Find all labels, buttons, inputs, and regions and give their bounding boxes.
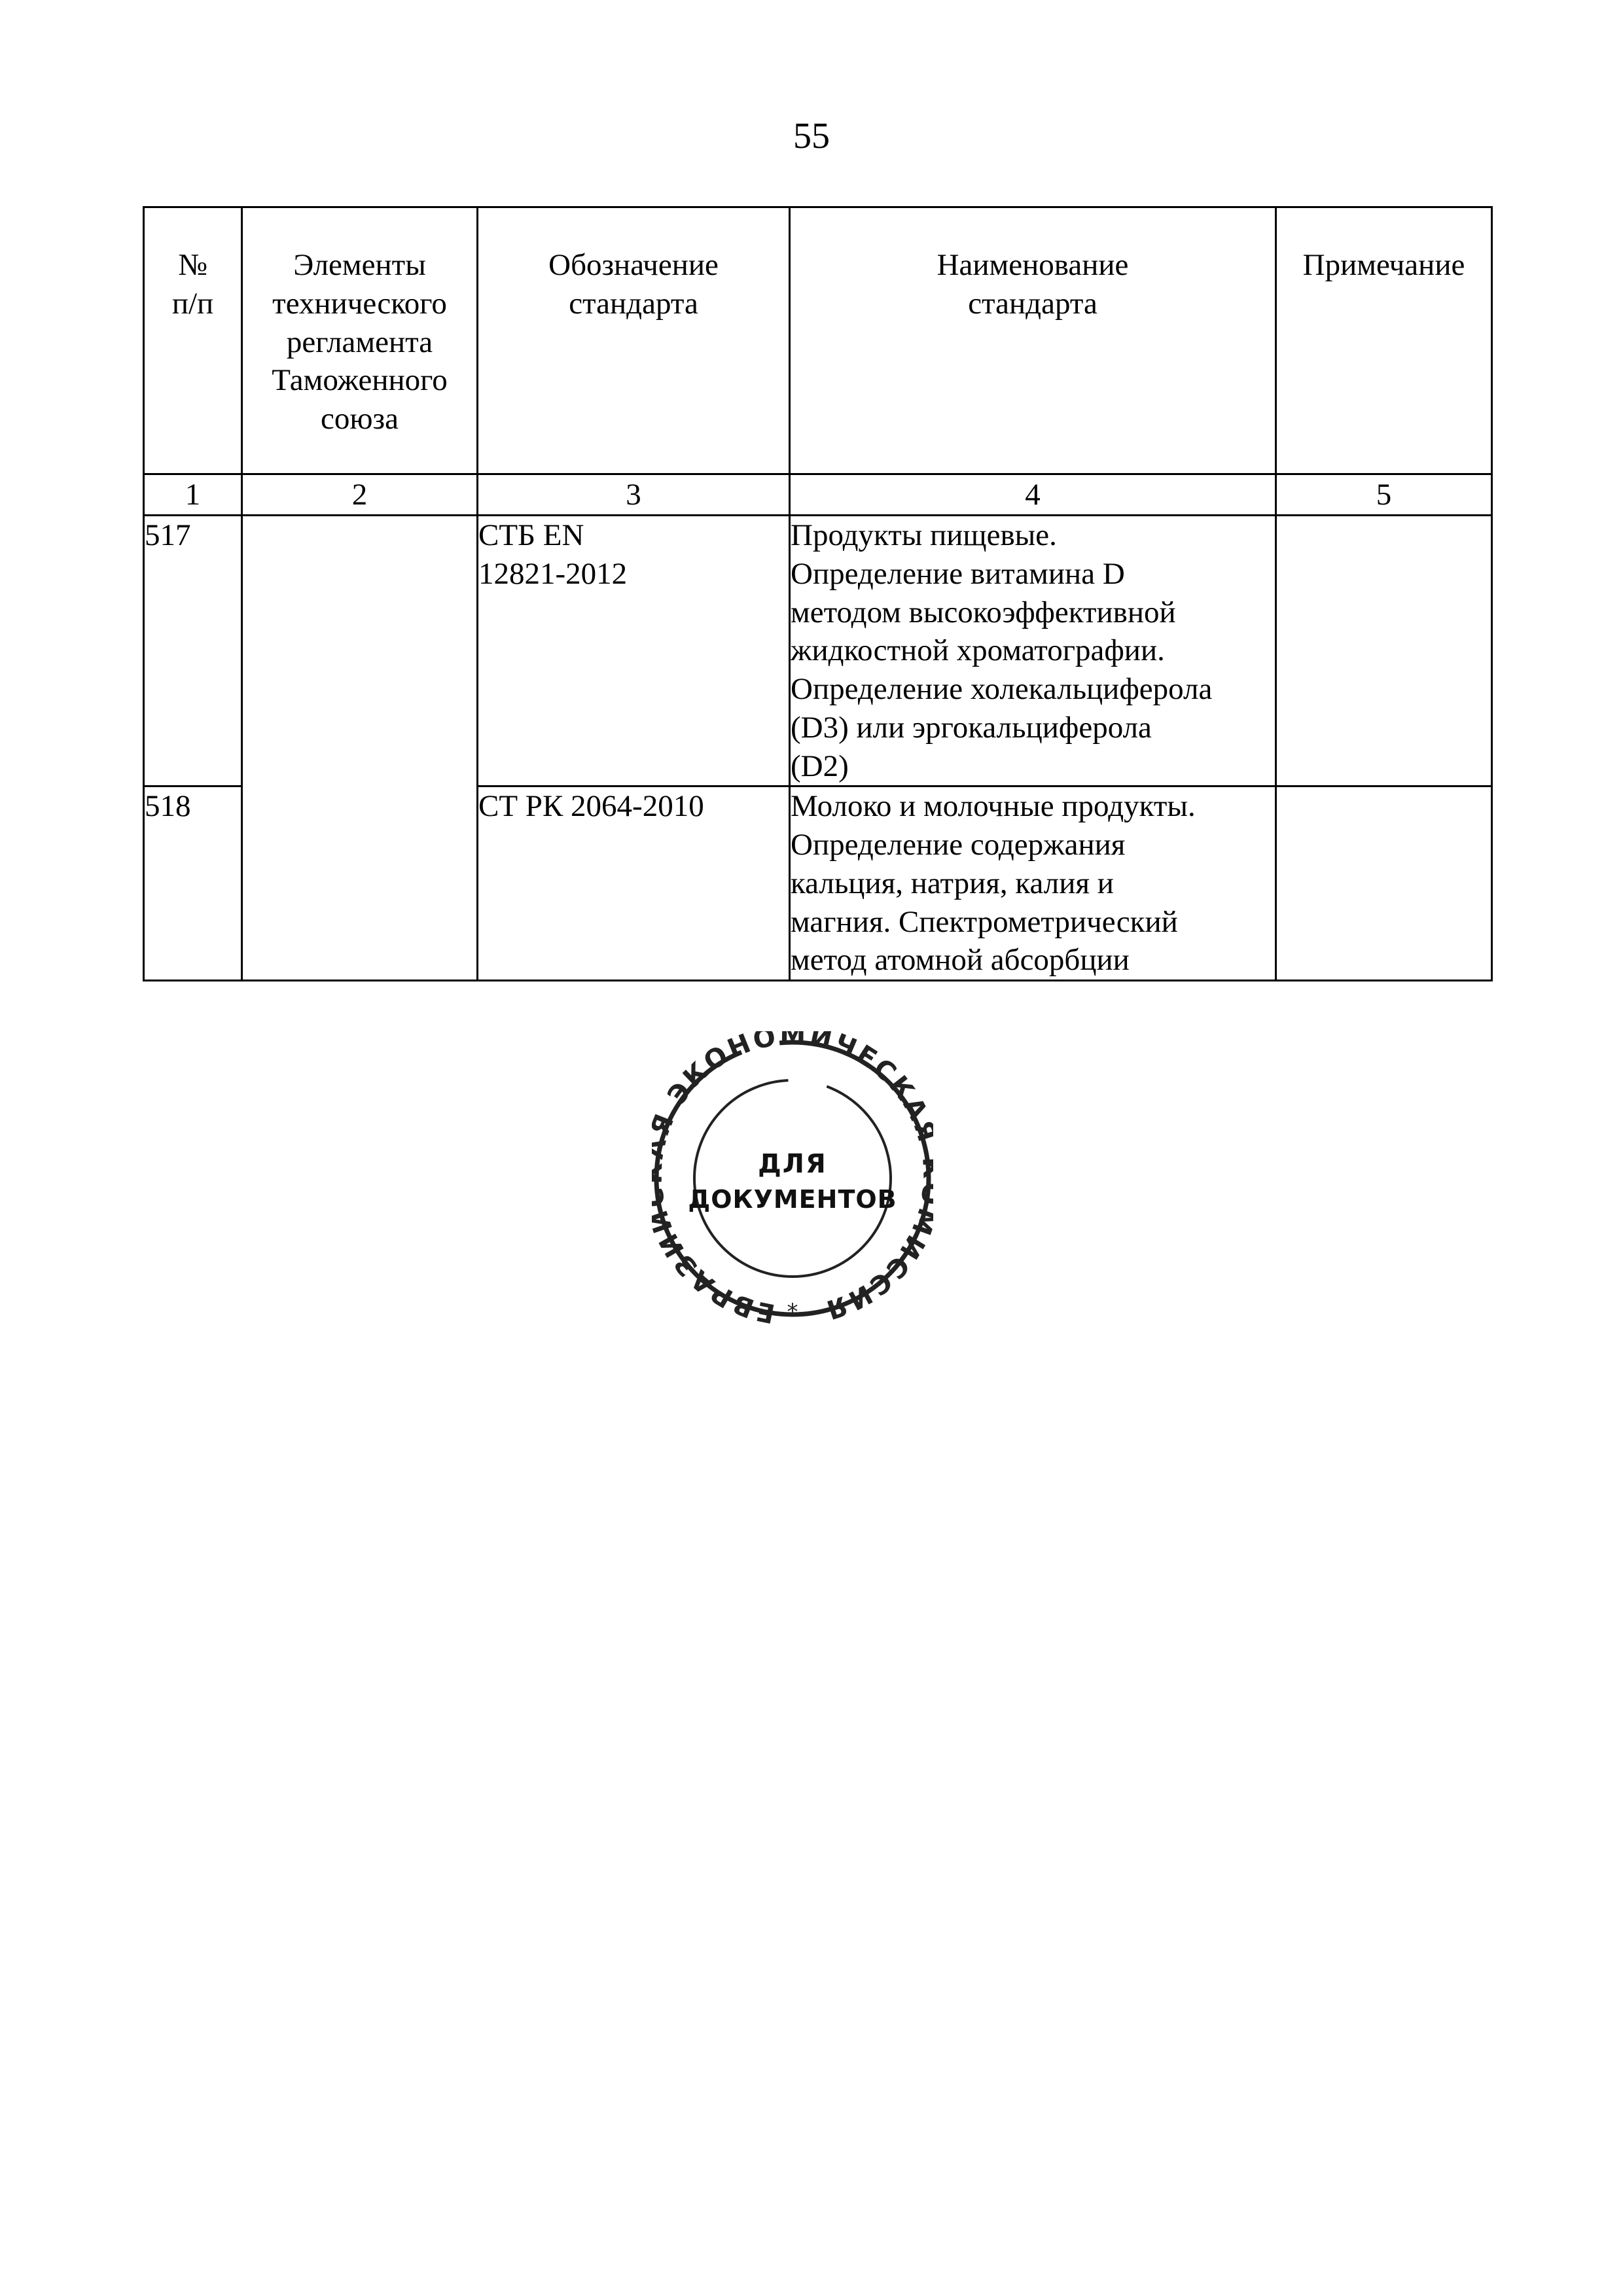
header-note: Примечание [1276, 207, 1492, 474]
stamp-rings-icon [652, 1031, 933, 1332]
row-standard-code: СТ РК 2064-2010 [478, 786, 790, 981]
header-standard-name: Наименование стандарта [790, 207, 1276, 474]
row-note [1276, 786, 1492, 981]
column-number: 1 [144, 474, 242, 516]
column-number: 4 [790, 474, 1276, 516]
column-number: 2 [242, 474, 478, 516]
table-header-row [144, 207, 1492, 474]
table-row [144, 516, 1492, 786]
row-note [1276, 516, 1492, 786]
header-elements: Элементы технического регламента Таможенного союза [242, 207, 478, 474]
row-standard-name: Продукты пищевые. Определение витамина D методом высокоэффективной жидкостной хроматографии. Определение холекальциферола (D3) или эргокальциферола (D2) [790, 516, 1276, 786]
row-element [242, 516, 478, 981]
page-number: 55 [793, 116, 830, 156]
column-numbers-row [144, 474, 1492, 516]
stamp-star: * [787, 1299, 798, 1325]
stamp-ring-text: ЕВРАЗИ ЭКОНОМИЧЕСКА ИССИЯ [652, 1031, 933, 1329]
column-number: 5 [1276, 474, 1492, 516]
column-number: 3 [478, 474, 790, 516]
row-standard-name: Молоко и молочные продукты. Определение содержания кальция, натрия, калия и магния. Спектрометрический метод атомной абсорбции [790, 786, 1276, 981]
header-designation: Обозначение стандарта [478, 207, 790, 474]
row-number: 517 [144, 516, 242, 786]
standards-table [143, 206, 1493, 981]
header-number: № п/п [144, 207, 242, 474]
row-standard-code: СТБ EN 12821-2012 [478, 516, 790, 786]
row-number: 518 [144, 786, 242, 981]
official-stamp [652, 1031, 933, 1332]
stamp-line-1: ДЛЯ [758, 1149, 827, 1179]
stamp-line-2: ДОКУМЕНТОВ [688, 1185, 897, 1214]
